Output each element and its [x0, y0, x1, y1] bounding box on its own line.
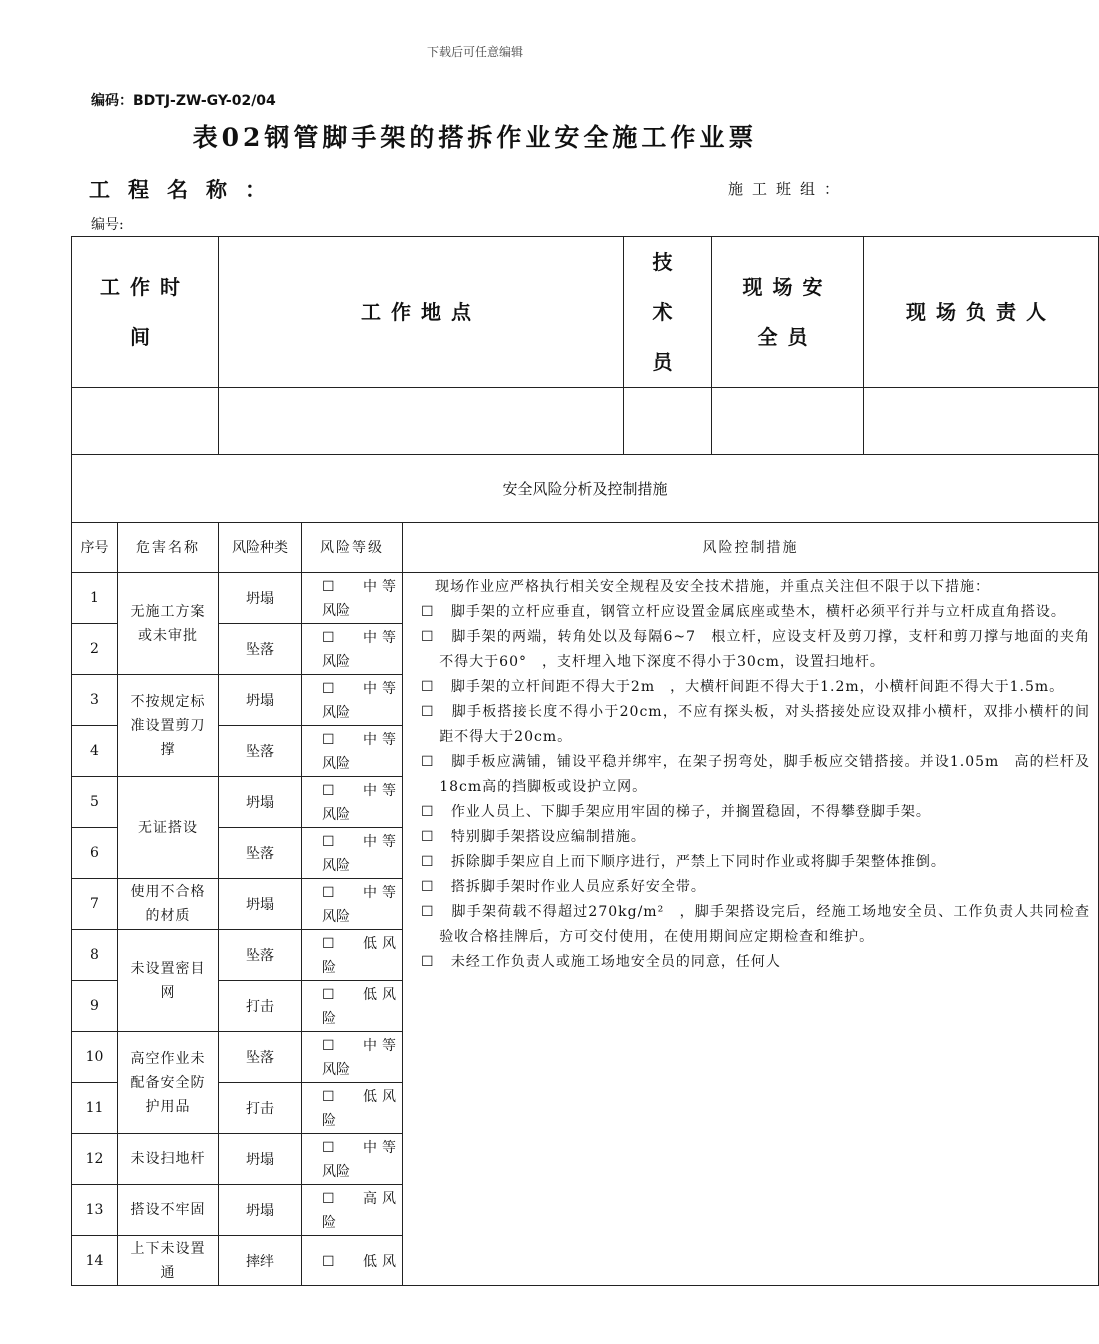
technician-header: 技 术 员	[624, 237, 712, 388]
column-header-row	[72, 523, 1099, 573]
row-seq: 7	[72, 879, 118, 930]
risk-level-text: 低风	[362, 1253, 397, 1270]
site-leader-header: 现场负责人	[864, 237, 1099, 388]
risk-level-text: 低风	[362, 1089, 397, 1105]
risk-level-text-cont: 风险	[322, 705, 350, 721]
risk-level	[302, 1185, 403, 1236]
control-item	[421, 875, 1090, 900]
risk-level-text: 中等	[362, 630, 397, 646]
risk-level-text: 中等	[362, 681, 397, 697]
control-item	[421, 850, 1090, 875]
risk-level	[302, 828, 403, 879]
control-item	[421, 825, 1090, 850]
col-risk-level-header: 风险等级	[302, 523, 403, 573]
risk-row	[72, 573, 1099, 624]
checkbox-icon[interactable]: ☐	[322, 1038, 335, 1054]
risk-type: 摔绊	[219, 1236, 302, 1286]
control-intro: 现场作业应严格执行相关安全规程及安全技术措施，并重点关注但不限于以下措施：	[435, 579, 990, 595]
control-measures	[403, 573, 1099, 1286]
row-seq: 6	[72, 828, 118, 879]
risk-level-text: 中等	[362, 732, 397, 748]
control-item-text: 脚手板搭接长度不得小于20cm，不应有探头板，对头搭接处应设双排小横杆，双排小横杆的间距不得大于20cm。	[439, 704, 1090, 745]
control-item	[421, 950, 1090, 975]
risk-level-text-cont: 风险	[322, 858, 350, 874]
checkbox-icon[interactable]: ☐	[322, 987, 335, 1003]
row-seq: 9	[72, 981, 118, 1032]
risk-level-text-cont: 险	[322, 1113, 336, 1129]
control-item-text: 脚手板应满铺，铺设平稳并绑牢，在架子拐弯处，脚手板应交错搭接。并设1.05m 高的栏杆及18cm高的挡脚板或设护立网。	[439, 754, 1090, 795]
control-item-text: 未经工作负责人或施工场地安全员的同意，任何人	[450, 954, 781, 970]
risk-type: 坠落	[219, 624, 302, 675]
control-item-text: 拆除脚手架应自上而下顺序进行，严禁上下同时作业或将脚手架整体推倒。	[450, 854, 946, 870]
document-title: 表02钢管脚手架的搭拆作业安全施工作业票	[192, 123, 758, 152]
work-permit-table	[71, 236, 1099, 1286]
hazard-name: 无施工方案或未审批	[118, 573, 219, 675]
risk-level	[302, 1134, 403, 1185]
checkbox-icon[interactable]: ☐	[322, 783, 335, 799]
col-control-header: 风险控制措施	[403, 523, 1099, 573]
header-note: 下载后可任意编辑	[426, 45, 523, 59]
work-place-header: 工作地点	[219, 237, 624, 388]
risk-type: 坠落	[219, 828, 302, 879]
work-place-value[interactable]	[219, 388, 624, 455]
checkbox-icon[interactable]: ☐	[421, 854, 435, 870]
checkbox-icon[interactable]: ☐	[322, 732, 335, 748]
checkbox-icon[interactable]: ☐	[421, 604, 435, 620]
risk-type: 坍塌	[219, 573, 302, 624]
control-item	[421, 750, 1090, 800]
checkbox-icon[interactable]: ☐	[421, 754, 435, 770]
info-value-row	[72, 388, 1099, 455]
control-item-text: 脚手架的立杆应垂直，钢管立杆应设置金属底座或垫木，横杆必须平行并与立杆成直角搭设。	[450, 604, 1066, 620]
row-seq: 12	[72, 1134, 118, 1185]
risk-type: 坠落	[219, 1032, 302, 1083]
row-seq: 1	[72, 573, 118, 624]
risk-level-text-cont: 风险	[322, 603, 350, 619]
risk-level	[302, 726, 403, 777]
risk-level-text-cont: 风险	[322, 1062, 350, 1078]
document-code: 编码：BDTJ-ZW-GY-02/04	[91, 93, 276, 109]
checkbox-icon[interactable]: ☐	[421, 629, 435, 645]
risk-level-text-cont: 险	[322, 960, 336, 976]
risk-level-text-cont: 风险	[322, 909, 350, 925]
risk-level	[302, 1083, 403, 1134]
technician-value[interactable]	[624, 388, 712, 455]
work-time-header: 工作时 间	[72, 237, 219, 388]
risk-level-text-cont: 风险	[322, 1164, 350, 1180]
risk-level-text: 高风	[362, 1191, 397, 1207]
risk-level-text-cont: 风险	[322, 654, 350, 670]
control-item-text: 脚手架荷载不得超过270kg/m² ，脚手架搭设完后，经施工场地安全员、工作负责人共同检查验收合格挂牌后，方可交付使用，在使用期间应定期检查和维护。	[439, 904, 1090, 945]
col-risk-type-header: 风险种类	[219, 523, 302, 573]
hazard-name: 不按规定标准设置剪刀撑	[118, 675, 219, 777]
info-header-row	[72, 237, 1099, 388]
risk-level-text-cont: 风险	[322, 807, 350, 823]
checkbox-icon[interactable]: ☐	[322, 1191, 335, 1207]
work-time-value[interactable]	[72, 388, 219, 455]
hazard-name: 上下未设置通	[118, 1236, 219, 1286]
risk-type: 坠落	[219, 930, 302, 981]
hazard-name: 使用不合格的材质	[118, 879, 219, 930]
checkbox-icon[interactable]: ☐	[322, 885, 335, 901]
risk-level-text-cont: 险	[322, 1215, 336, 1231]
risk-level	[302, 1032, 403, 1083]
risk-type: 打击	[219, 981, 302, 1032]
risk-type: 坍塌	[219, 1134, 302, 1185]
risk-type: 打击	[219, 1083, 302, 1134]
control-item	[421, 700, 1090, 750]
risk-level	[302, 930, 403, 981]
risk-level	[302, 777, 403, 828]
checkbox-icon[interactable]: ☐	[322, 936, 335, 952]
control-item-text: 作业人员上、下脚手架应用牢固的梯子，并搁置稳固，不得攀登脚手架。	[450, 804, 931, 820]
col-seq-header: 序号	[72, 523, 118, 573]
row-seq: 4	[72, 726, 118, 777]
col-hazard-header: 危害名称	[118, 523, 219, 573]
row-seq: 11	[72, 1083, 118, 1134]
checkbox-icon[interactable]: ☐	[322, 1089, 335, 1105]
row-seq: 10	[72, 1032, 118, 1083]
checkbox-icon[interactable]: ☐	[421, 954, 435, 970]
checkbox-icon[interactable]: ☐	[322, 579, 335, 595]
hazard-name: 未设置密目网	[118, 930, 219, 1032]
row-seq: 13	[72, 1185, 118, 1236]
control-item-text: 搭拆脚手架时作业人员应系好安全带。	[450, 879, 706, 895]
site-safety-officer-header: 现场安 全员	[712, 237, 864, 388]
checkbox-icon[interactable]: ☐	[322, 1140, 335, 1156]
row-seq: 8	[72, 930, 118, 981]
risk-type: 坠落	[219, 726, 302, 777]
risk-type: 坍塌	[219, 777, 302, 828]
risk-level	[302, 1236, 403, 1286]
control-item-text: 脚手架的两端，转角处以及每隔6~7 根立杆，应设支杆及剪刀撑，支杆和剪刀撑与地面的夹角不得大于60° ，支杆埋入地下深度不得小于30cm，设置扫地杆。	[439, 629, 1090, 670]
project-name-label: 工程名称：	[89, 177, 284, 202]
risk-level	[302, 573, 403, 624]
checkbox-icon[interactable]: ☐	[322, 1253, 335, 1270]
control-item	[421, 800, 1090, 825]
hazard-name: 未设扫地杆	[118, 1134, 219, 1185]
risk-level-text: 中等	[362, 885, 397, 901]
risk-level	[302, 981, 403, 1032]
checkbox-icon[interactable]: ☐	[421, 829, 435, 845]
risk-level	[302, 879, 403, 930]
section-title: 安全风险分析及控制措施	[72, 455, 1099, 523]
risk-level-text: 中等	[362, 783, 397, 799]
checkbox-icon[interactable]: ☐	[322, 681, 335, 697]
risk-level-text: 中等	[362, 1038, 397, 1054]
site-leader-value[interactable]	[864, 388, 1099, 455]
checkbox-icon[interactable]: ☐	[421, 679, 435, 695]
hazard-name: 搭设不牢固	[118, 1185, 219, 1236]
control-item	[421, 900, 1090, 950]
risk-level-text-cont: 险	[322, 1011, 336, 1027]
team-label: 施工班组：	[728, 180, 849, 198]
risk-level-text-cont: 风险	[322, 756, 350, 772]
checkbox-icon[interactable]: ☐	[421, 904, 435, 920]
control-item-text: 特别脚手架搭设应编制措施。	[450, 829, 646, 845]
number-label: 编号:	[91, 217, 124, 233]
risk-level-text: 中等	[362, 1140, 397, 1156]
checkbox-icon[interactable]: ☐	[322, 834, 335, 850]
checkbox-icon[interactable]: ☐	[421, 879, 435, 895]
control-item	[421, 675, 1090, 700]
risk-level-text: 中等	[362, 834, 397, 850]
control-item	[421, 600, 1090, 625]
risk-level-text: 低风	[362, 936, 397, 952]
control-item-text: 脚手架的立杆间距不得大于2m ，大横杆间距不得大于1.2m，小横杆间距不得大于1.5m。	[450, 679, 1065, 695]
risk-type: 坍塌	[219, 675, 302, 726]
risk-level	[302, 675, 403, 726]
hazard-name: 高空作业未配备安全防护用品	[118, 1032, 219, 1134]
row-seq: 2	[72, 624, 118, 675]
checkbox-icon[interactable]: ☐	[421, 704, 435, 720]
risk-level-text: 低风	[362, 987, 397, 1003]
row-seq: 14	[72, 1236, 118, 1286]
row-seq: 3	[72, 675, 118, 726]
checkbox-icon[interactable]: ☐	[421, 804, 435, 820]
site-safety-officer-value[interactable]	[712, 388, 864, 455]
risk-level-text: 中等	[362, 579, 397, 595]
checkbox-icon[interactable]: ☐	[322, 630, 335, 646]
risk-type: 坍塌	[219, 879, 302, 930]
risk-type: 坍塌	[219, 1185, 302, 1236]
hazard-name: 无证搭设	[118, 777, 219, 879]
risk-level	[302, 624, 403, 675]
control-item	[421, 625, 1090, 675]
section-title-row	[72, 455, 1099, 523]
row-seq: 5	[72, 777, 118, 828]
